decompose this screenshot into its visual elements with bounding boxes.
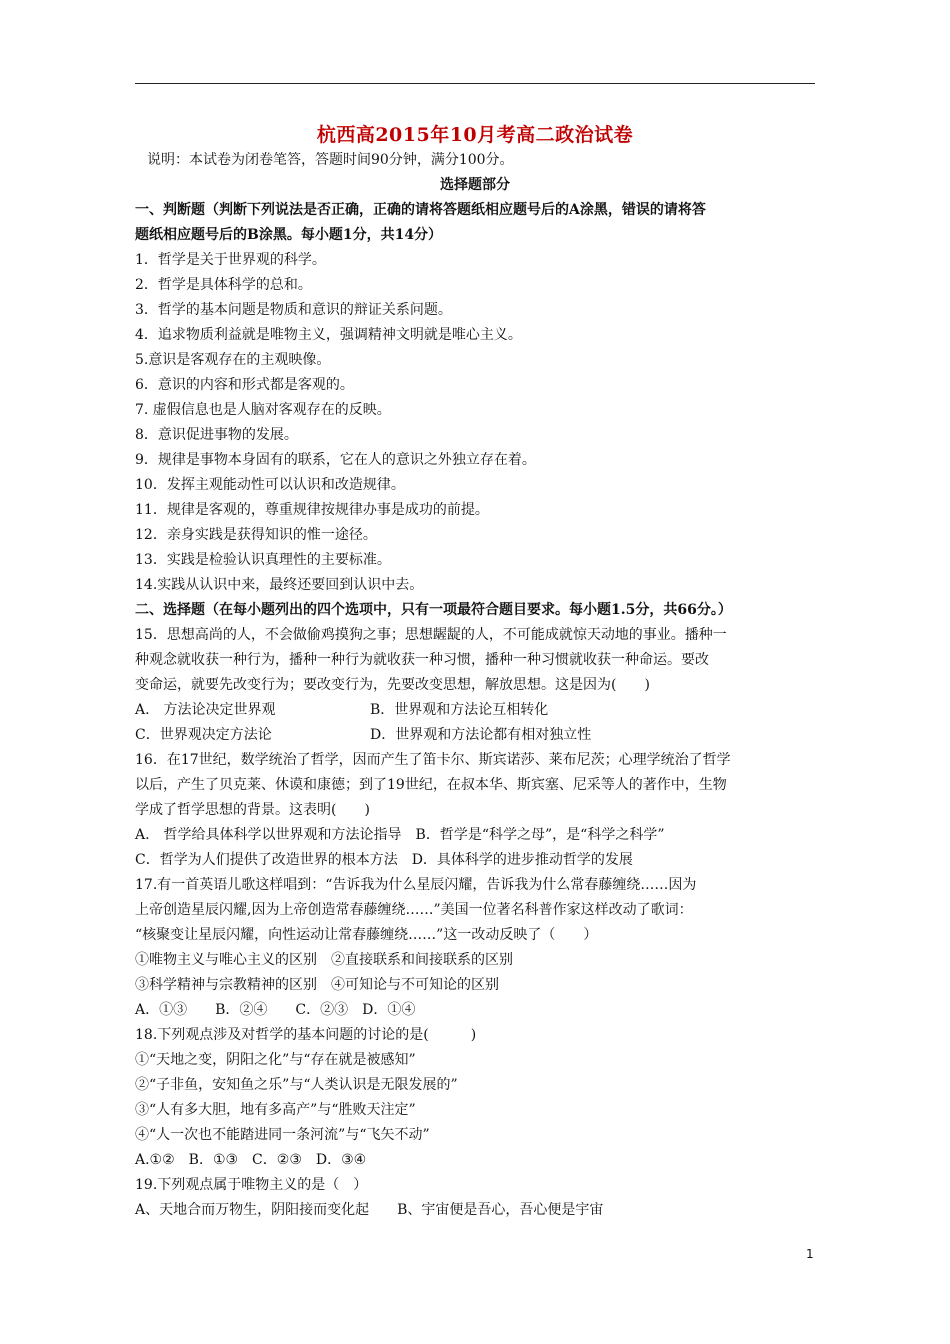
question-5: 5.意识是客观存在的主观映像。 [135, 352, 331, 368]
question-16-line1: 16．在17世纪，数学统治了哲学，因而产生了笛卡尔、斯宾诺莎、莱布尼茨；心理学统治了哲学 [135, 752, 731, 768]
document-title: 杭西高2015年10月考高二政治试卷 [316, 124, 634, 146]
question-17-statements-2: ③科学精神与宗教精神的区别 ④可知论与不可知论的区别 [135, 977, 499, 993]
question-14: 14.实践从认识中来，最终还要回到认识中去。 [135, 577, 424, 593]
question-12: 12．亲身实践是获得知识的惟一途径。 [135, 527, 377, 543]
question-17-line3: “核聚变让星辰闪耀，向性运动让常春藤缠绕……”这一改动反映了（ ） [135, 927, 598, 943]
question-2: 2．哲学是具体科学的总和。 [135, 277, 312, 293]
section1-heading-line2: 题纸相应题号后的B涂黑。每小题1分，共14分） [135, 227, 443, 243]
question-18-statement-2: ②“子非鱼，安知鱼之乐”与“人类认识是无限发展的” [135, 1077, 458, 1093]
question-17-line1: 17.有一首英语儿歌这样唱到：“告诉我为什么星辰闪耀，告诉我为什么常春藤缠绕……因为 [135, 877, 697, 893]
question-16-line3: 学成了哲学思想的背景。这表明( ) [135, 802, 370, 818]
question-15-option-a: A. 方法论决定世界观 [135, 702, 276, 718]
section1-heading-line1: 一、判断题（判断下列说法是否正确，正确的请将答题纸相应题号后的A涂黑，错误的请将答 [135, 202, 706, 218]
question-18: 18.下列观点涉及对哲学的基本问题的讨论的是( ) [135, 1027, 477, 1043]
question-1: 1．哲学是关于世界观的科学。 [135, 252, 326, 268]
exam-note: 说明：本试卷为闭卷笔答，答题时间90分钟，满分100分。 [147, 152, 514, 168]
question-17-line2: 上帝创造星辰闪耀,因为上帝创造常春藤缠绕……”美国一位著名科普作家这样改动了歌词： [135, 902, 693, 918]
question-15-line1: 15．思想高尚的人，不会做偷鸡摸狗之事；思想龌龊的人，不可能成就惊天动地的事业。播种一 [135, 627, 727, 643]
question-16-line2: 以后，产生了贝克莱、休谟和康德；到了19世纪，在叔本华、斯宾塞、尼采等人的著作中，生物 [135, 777, 727, 793]
question-15-option-b: B．世界观和方法论互相转化 [370, 702, 549, 718]
question-10: 10．发挥主观能动性可以认识和改造规律。 [135, 477, 405, 493]
part-heading: 选择题部分 [440, 177, 510, 193]
question-18-statement-3: ③“人有多大胆，地有多高产”与“胜败天注定” [135, 1102, 416, 1118]
question-19-options-ab: A、天地合而万物生，阴阳接而变化起 B、宇宙便是吾心，吾心便是宇宙 [135, 1202, 604, 1218]
page-number: 1 [806, 1247, 814, 1261]
question-18-statement-1: ①“天地之变，阴阳之化”与“存在就是被感知” [135, 1052, 416, 1068]
question-18-answers: A.①② B．①③ C．②③ D．③④ [135, 1152, 367, 1168]
question-16-options-cd: C．哲学为人们提供了改造世界的根本方法 D．具体科学的进步推动哲学的发展 [135, 852, 633, 868]
question-18-statement-4: ④“人一次也不能踏进同一条河流”与“飞矢不动” [135, 1127, 430, 1143]
question-17-answers: A．①③ B．②④ C．②③ D．①④ [135, 1002, 416, 1018]
header-rule [135, 83, 815, 84]
question-17-statements-1: ①唯物主义与唯心主义的区别 ②直接联系和间接联系的区别 [135, 952, 513, 968]
question-7: 7. 虚假信息也是人脑对客观存在的反映。 [135, 402, 391, 418]
question-6: 6．意识的内容和形式都是客观的。 [135, 377, 354, 393]
question-15-option-c: C．世界观决定方法论 [135, 727, 272, 743]
question-15-line3: 变命运，就要先改变行为；要改变行为，先要改变思想，解放思想。这是因为( ) [135, 677, 650, 693]
question-15-option-d: D．世界观和方法论都有相对独立性 [370, 727, 592, 743]
question-4: 4．追求物质利益就是唯物主义，强调精神文明就是唯心主义。 [135, 327, 522, 343]
question-15-line2: 种观念就收获一种行为，播种一种行为就收获一种习惯，播种一种习惯就收获一种命运。要改 [135, 652, 709, 668]
question-16-options-ab: A. 哲学给具体科学以世界观和方法论指导 B．哲学是“科学之母”，是“科学之科学” [135, 827, 665, 843]
question-3: 3．哲学的基本问题是物质和意识的辩证关系问题。 [135, 302, 452, 318]
question-19: 19.下列观点属于唯物主义的是（ ） [135, 1177, 368, 1193]
section2-heading: 二、选择题（在每小题列出的四个选项中，只有一项最符合题目要求。每小题1.5分，共66分。） [135, 602, 732, 618]
question-13: 13．实践是检验认识真理性的主要标准。 [135, 552, 391, 568]
question-8: 8．意识促进事物的发展。 [135, 427, 298, 443]
question-11: 11．规律是客观的，尊重规律按规律办事是成功的前提。 [135, 502, 489, 518]
question-9: 9．规律是事物本身固有的联系，它在人的意识之外独立存在着。 [135, 452, 536, 468]
